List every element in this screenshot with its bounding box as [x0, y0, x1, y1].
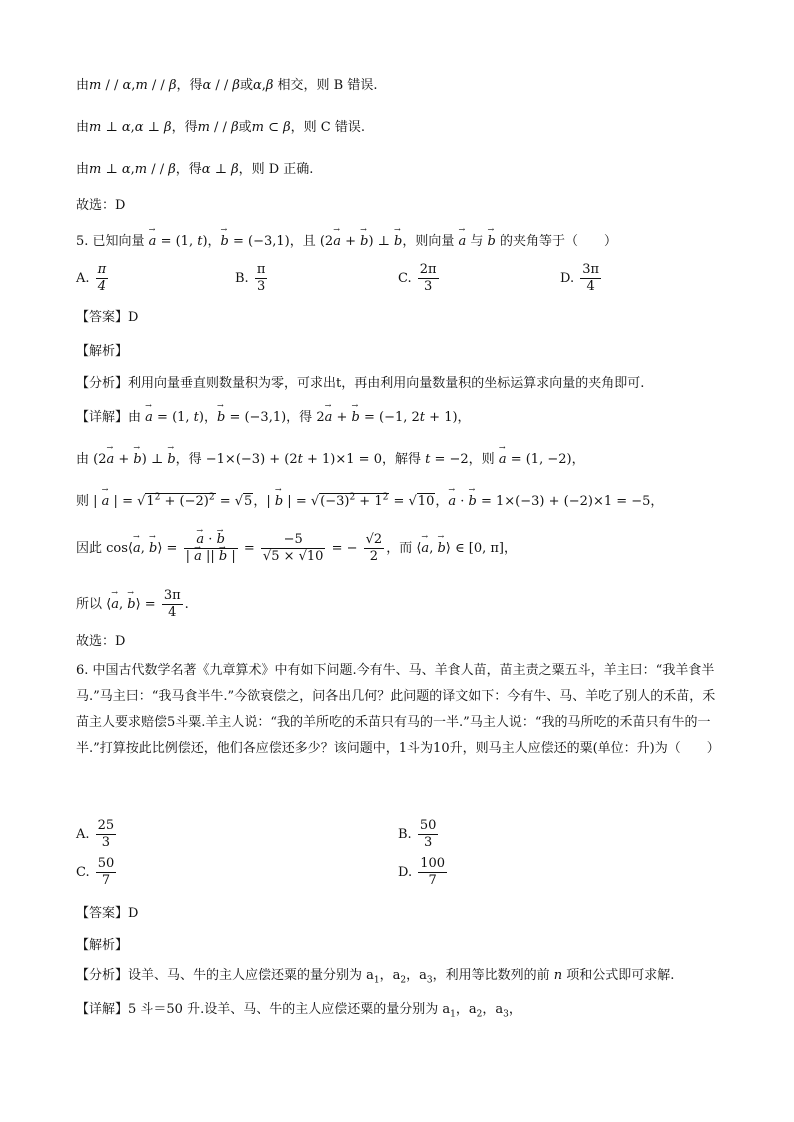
- solution-step-2: 由 (2→ a + → b) ⊥ → b，得 −1×(−3) + (2t + 1)×1 = 0，解得 t = −2，则 → a = (1, −2)，: [76, 448, 724, 467]
- solution-step-1: 【详解】由 → a = (1, t)，→ b = (−3,1)，得 2→ a + → b = (−1, 2t + 1)，: [76, 406, 724, 425]
- question-6-stem: 6. 中国古代数学名著《九章算术》中有如下问题.今有牛、马、羊食人苗，苗主责之粟五斗，羊主曰：“我羊食半马.”马主曰：“我马食半牛.”今欲衰偿之，问各出几何？此问题的译文如下：今有牛、马、羊吃了别人的禾苗，禾苗主人要求赔偿5斗粟.羊主人说：“我的羊所吃的禾苗只有马的一半.”马主人说：“我的马所吃的禾苗只有牛的一半.”打算按此比例偿还，他们各应偿还多少？该问题中，1斗为10升，则马主人应偿还的粟(单位：升)为（ ）: [76, 663, 720, 756]
- analysis-label: 【解析】: [76, 344, 129, 359]
- answer-label: 【答案】D: [76, 906, 139, 921]
- solution-step-3: 则 | → a | = $√1^2 + (-2)^2 = √5$，| → b | = $√(-3)^2 + 1^2 = √10$，→ a · → b = 1×(−3) + (−2)×1 = −5，: [76, 490, 724, 509]
- choice-line: 故选：D: [76, 634, 126, 649]
- option-d: D. $\frac{100}{7}$: [398, 856, 446, 888]
- text-line: 由m ⊥ α,α ⊥ β，得m / / β或m ⊂ β，则 C 错误.: [76, 120, 365, 135]
- analysis-label: 【解析】: [76, 938, 129, 953]
- option-d: D. $\frac{3\pi}{4}$: [560, 262, 600, 294]
- text-line: 由m ⊥ α,m / / β，得α ⊥ β，则 D 正确.: [76, 162, 314, 177]
- option-a: A. $\frac{\pi}{4}$: [76, 262, 107, 294]
- solution-step-5: 所以 ⟨→ a, → b⟩ = $\frac{3\pi}{4}$ .: [76, 588, 724, 621]
- option-c: C. $\frac{50}{7}$: [76, 856, 115, 888]
- solution-step-1: 【详解】5 斗＝50 升.设羊、马、牛的主人应偿还粟的量分别为 $a_1$，$a_2$，$a_3$，: [76, 1002, 522, 1020]
- analysis-summary: 【分析】设羊、马、牛的主人应偿还粟的量分别为 $a_1$，$a_2$，$a_3$，利用等比数列的前 n 项和公式即可求解.: [76, 968, 675, 986]
- option-c: C. $\frac{2\pi}{3}$: [398, 262, 437, 294]
- analysis-summary: 【分析】利用向量垂直则数量积为零，可求出t，再由利用向量数量积的坐标运算求向量的夹角即可.: [76, 376, 645, 391]
- solution-step-4: 因此 cos⟨→ a, → b⟩ = → $\frac{a \cdot \to b}{| \to a || \to b |}$ = $\frac{-5}{√5 \times √10}$ = − $\frac{√2}{2}$ ，而 ⟨→ a, → b⟩ ∈ [0, π]，: [76, 532, 724, 565]
- option-b: B. $\frac{50}{3}$: [398, 818, 437, 850]
- choice-line: 故选：D: [76, 198, 126, 213]
- text-line: 由m / / α,m / / β，得α / / β或α,β 相交，则 B 错误.: [76, 78, 378, 93]
- question-5-stem: 5. 已知向量 → a = (1, t)，→ b = (−3,1)，且 (2→ a + → b) ⊥ → b，则向量 → a 与 → b 的夹角等于（ ）: [76, 230, 724, 249]
- option-b: B. $\frac{\pi}{3}$: [235, 262, 266, 294]
- option-a: A. $\frac{25}{3}$: [76, 818, 115, 850]
- answer-label: 【答案】D: [76, 310, 139, 325]
